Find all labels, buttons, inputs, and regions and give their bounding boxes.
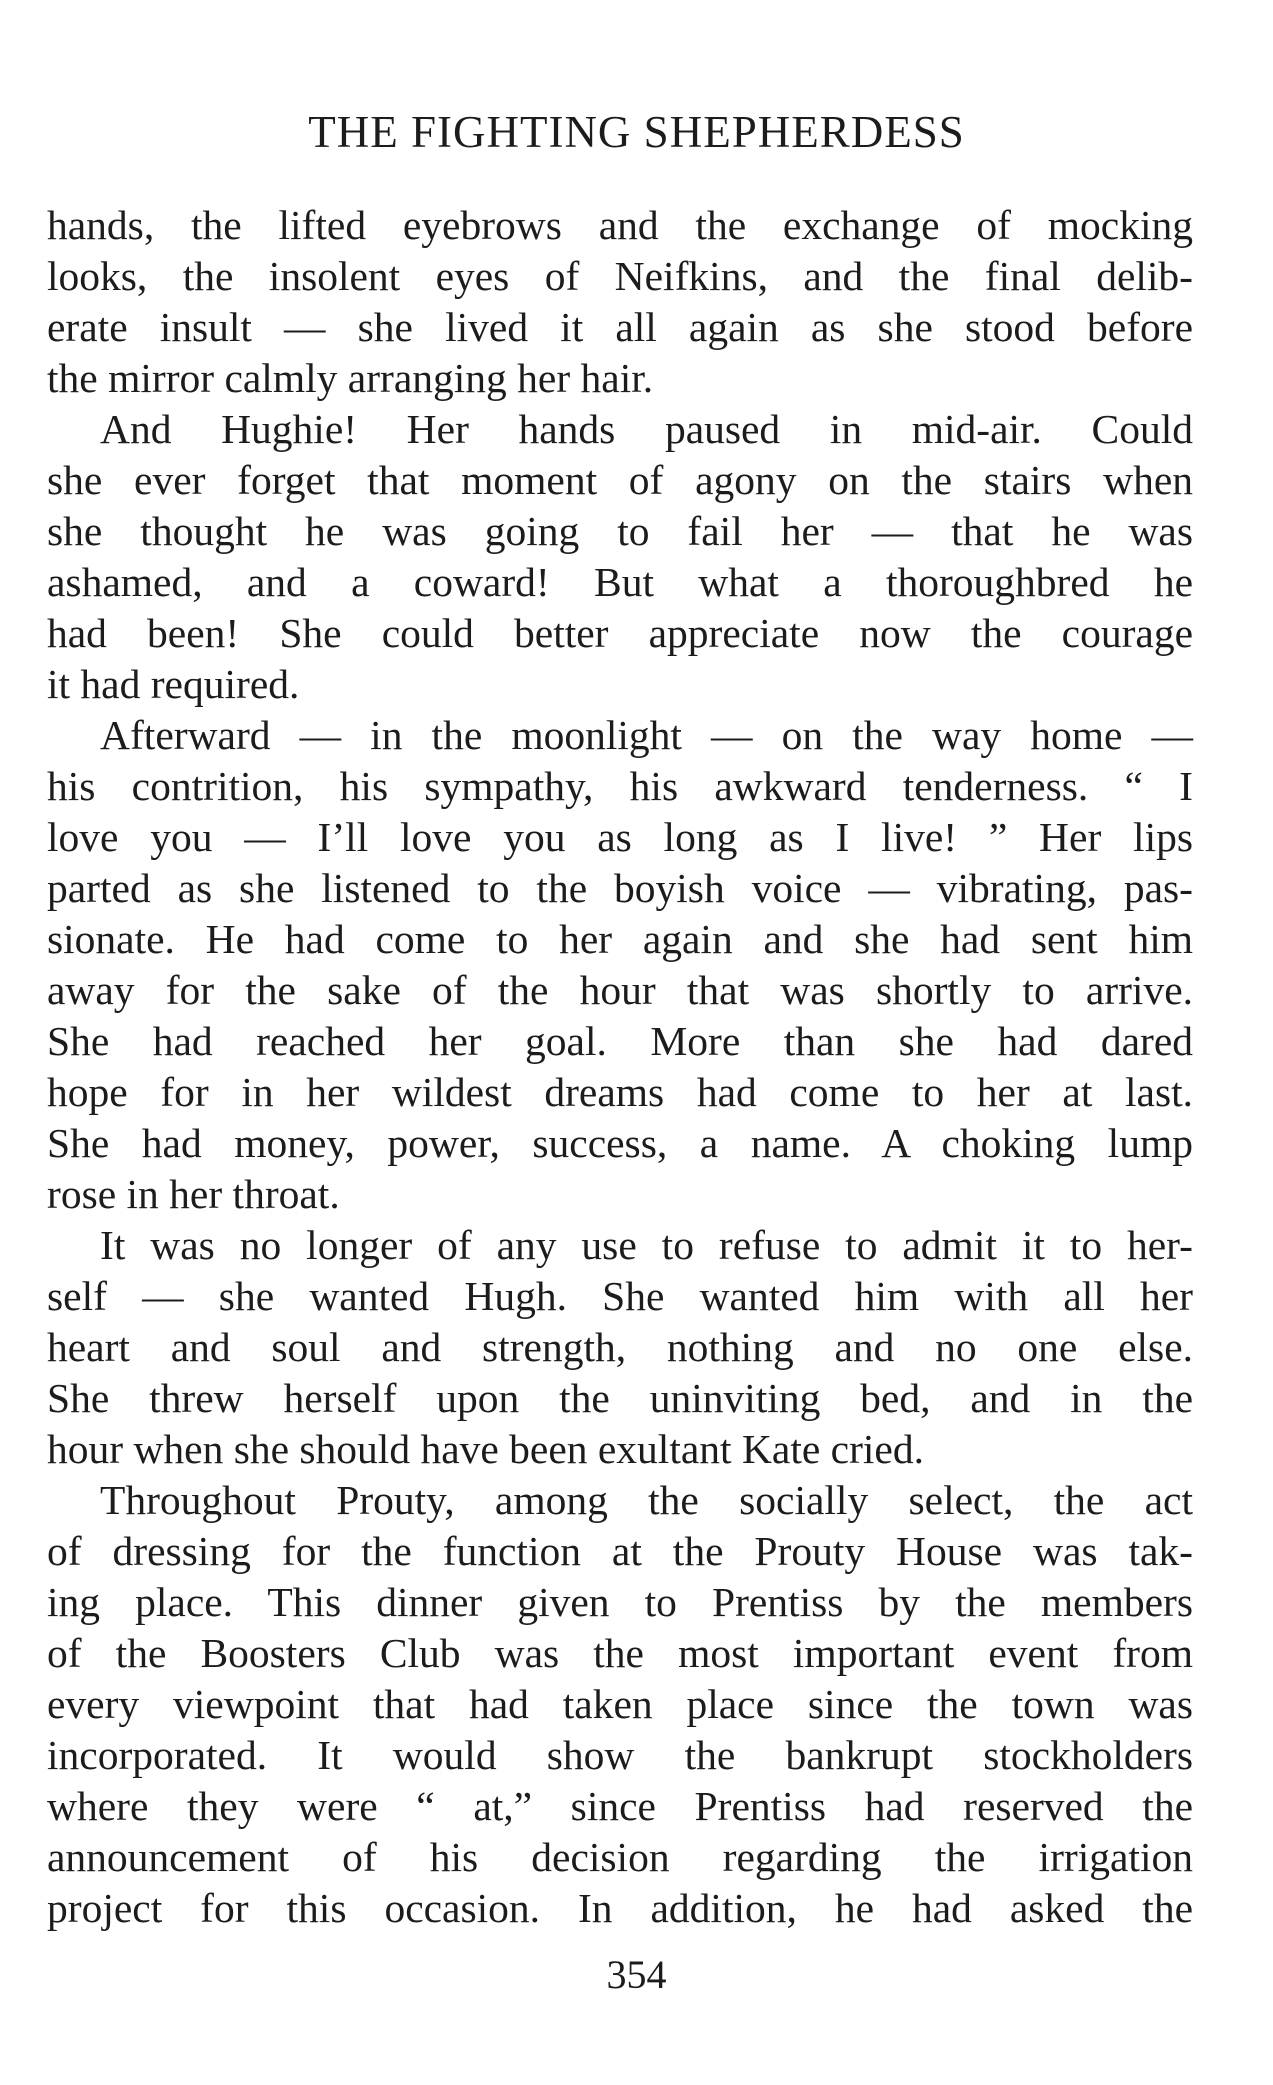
text-line: hope for in her wildest dreams had come to her at last. (47, 1069, 1193, 1115)
text-line: She had reached her goal. More than she had dared (47, 1018, 1193, 1064)
text-line: hands, the lifted eyebrows and the exchange of mocking (47, 202, 1193, 248)
text-line: parted as she listened to the boyish voice — vibrating, pas- (47, 865, 1193, 911)
text-line: self — she wanted Hugh. She wanted him with all her (47, 1273, 1193, 1319)
text-line: rose in her throat. (47, 1171, 340, 1217)
body-text (47, 200, 1193, 1934)
text-line: hour when she should have been exultant Kate cried. (47, 1426, 924, 1472)
text-line: announcement of his decision regarding the irrigation (47, 1834, 1193, 1880)
paragraph-first-line: Throughout Prouty, among the socially select, the act (100, 1477, 1193, 1523)
text-line: incorporated. It would show the bankrupt stockholders (47, 1732, 1193, 1778)
text-line: it had required. (47, 661, 300, 707)
text-line: heart and soul and strength, nothing and no one else. (47, 1324, 1193, 1370)
paragraph-first-line: And Hughie! Her hands paused in mid-air. Could (100, 406, 1193, 452)
text-line: every viewpoint that had taken place since the town was (47, 1681, 1193, 1727)
paragraph-first-line: Afterward — in the moonlight — on the way home — (100, 712, 1193, 758)
text-line: She threw herself upon the uninviting bed, and in the (47, 1375, 1193, 1421)
text-line: of the Boosters Club was the most important event from (47, 1630, 1193, 1676)
text-line: of dressing for the function at the Prouty House was tak- (47, 1528, 1193, 1574)
text-line: She had money, power, success, a name. A choking lump (47, 1120, 1193, 1166)
text-line: had been! She could better appreciate now the courage (47, 610, 1193, 656)
text-line: away for the sake of the hour that was shortly to arrive. (47, 967, 1193, 1013)
text-line: where they were “ at,” since Prentiss had reserved the (47, 1783, 1193, 1829)
page-number: 354 (606, 1952, 667, 1997)
text-line: his contrition, his sympathy, his awkward tenderness. “ I (47, 763, 1193, 809)
text-line: looks, the insolent eyes of Neifkins, and the final delib- (47, 253, 1193, 299)
text-line: ing place. This dinner given to Prentiss by the members (47, 1579, 1193, 1625)
running-head-title: THE FIGHTING SHEPHERDESS (308, 107, 965, 157)
text-line: project for this occasion. In addition, he had asked the (47, 1885, 1193, 1931)
text-line: she thought he was going to fail her — that he was (47, 508, 1193, 554)
text-line: erate insult — she lived it all again as she stood before (47, 304, 1193, 350)
text-line: she ever forget that moment of agony on the stairs when (47, 457, 1193, 503)
text-line: sionate. He had come to her again and she had sent him (47, 916, 1193, 962)
text-line: the mirror calmly arranging her hair. (47, 355, 654, 401)
text-line: love you — I’ll love you as long as I live! ” Her lips (47, 814, 1193, 860)
text-line: ashamed, and a coward! But what a thoroughbred he (47, 559, 1193, 605)
paragraph-first-line: It was no longer of any use to refuse to admit it to her- (100, 1222, 1193, 1268)
